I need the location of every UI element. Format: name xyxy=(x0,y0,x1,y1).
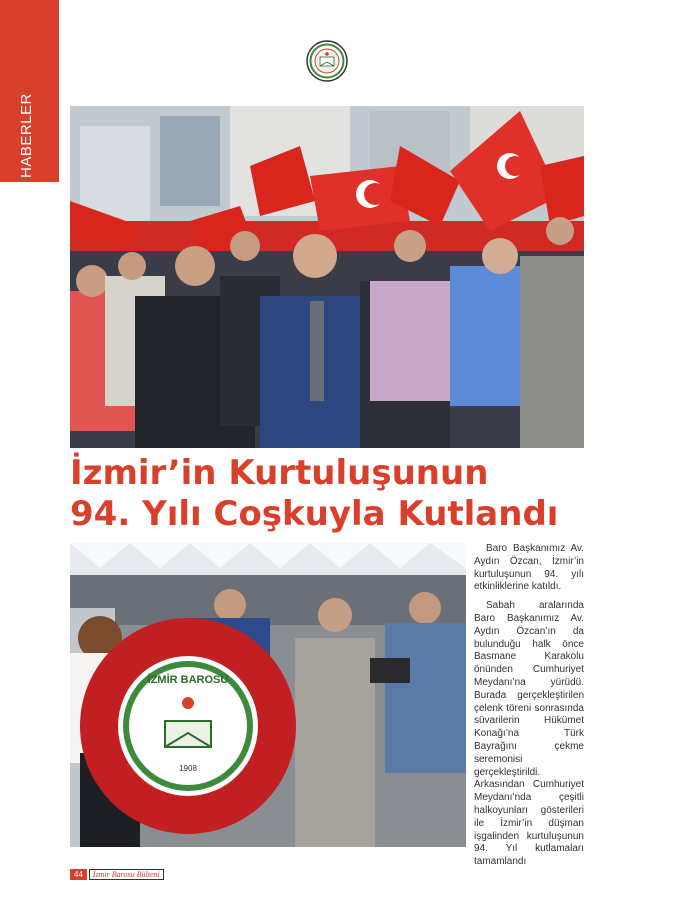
article-title xyxy=(70,453,590,535)
article-paragraph-2: Sabah aralarında Baro Başkanımız Av. Aydın Özcan’ın da bulunduğu halk önce Basmane Karakolu önünden Cumhuriyet Meydanı’na yürüdü. Burada gerçekleştirilen çelenk töreni sonrasında süvarilerin Hükümet Konağı’na Türk Bayrağını çekme seremonisi gerçekleştirildi. Arkasından Cumhuriyet Meydanı’nda çeşitli halkoyunları gösterileri ile İzmir’in düşman işgalinden kurtuluşunun 94. Yıl kutlamaları tamamlandı xyxy=(474,600,584,868)
wreath-year: 1908 xyxy=(179,764,197,773)
article-title-line-1: İzmir’in Kurtuluşunun xyxy=(70,453,489,493)
page-footer xyxy=(70,869,164,880)
wreath-text: İZMİR BAROSU xyxy=(147,674,229,686)
section-label: HABERLER xyxy=(18,93,35,178)
march-crowd-photo xyxy=(70,106,584,448)
page-number: 44 xyxy=(70,869,87,880)
article-paragraph-1: Baro Başkanımız Av. Aydın Özcan, İzmir’in kurtuluşunun 94. yılı etkinliklerine katıldı. xyxy=(474,543,584,593)
section-tab xyxy=(0,0,59,182)
izmir-barosu-seal-icon xyxy=(306,40,348,82)
article-title-line-2: 94. Yılı Coşkuyla Kutlandı xyxy=(70,494,559,534)
wreath-ceremony-photo xyxy=(70,543,466,847)
article-body xyxy=(474,543,584,875)
publication-title: İzmir Barosu Bülteni xyxy=(89,869,164,880)
